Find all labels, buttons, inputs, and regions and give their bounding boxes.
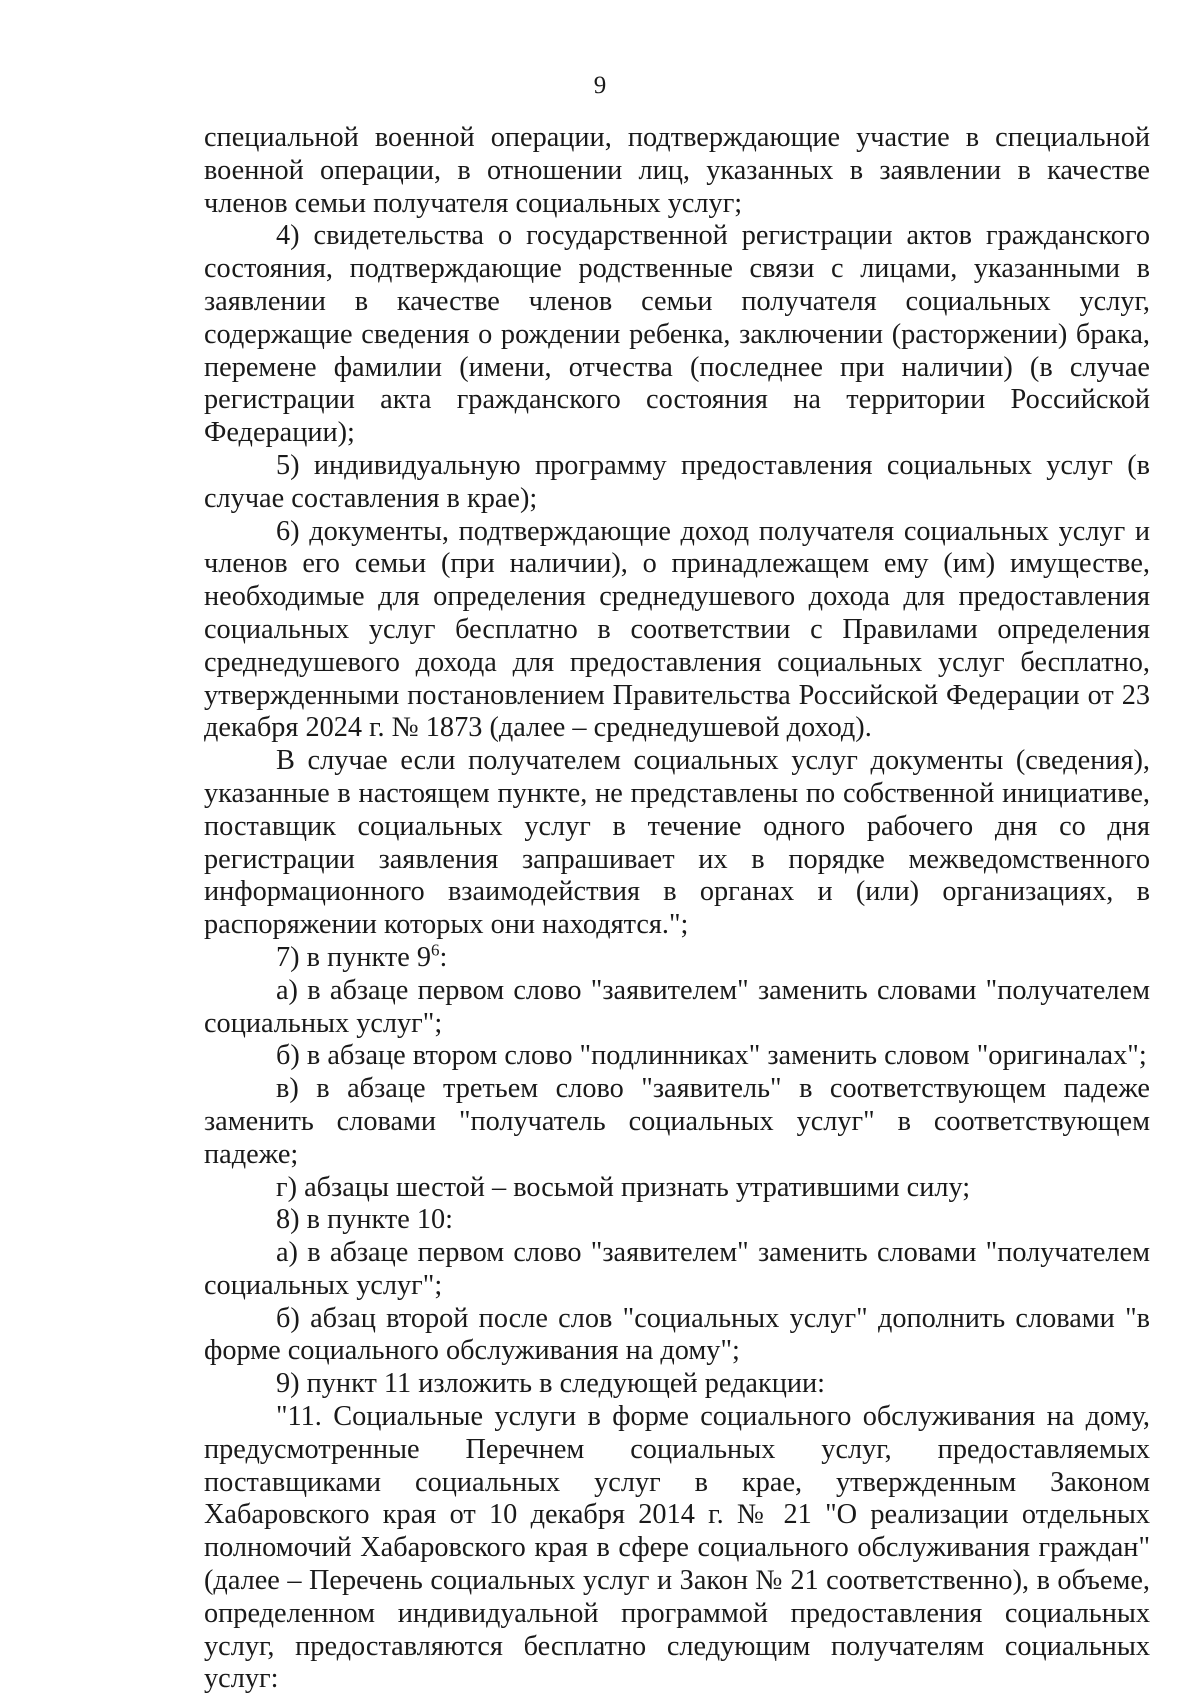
item-7-text: 7) в пункте 9: [276, 941, 432, 973]
item-7-superscript: 6: [431, 940, 440, 960]
page-number: 9: [593, 72, 607, 99]
subitem-b-second-paragraph: б) в абзаце втором слово "подлинниках" заменить словом "оригиналах";: [276, 1040, 1147, 1072]
subitem-b-clause-10: б) абзац второй после слов "социальных услуг" дополнить словами "в форме социального обслуживания на дому";: [204, 1302, 1150, 1367]
subitem-a-first-paragraph: а) в абзаце первом слово "заявителем" заменить словами "получателем социальных услуг";: [204, 974, 1150, 1039]
item-5-individual-program: 5) индивидуальную программу предоставления социальных услуг (в случае составления в крае);: [204, 449, 1150, 514]
item-9-clause-11: 9) пункт 11 изложить в следующей редакции:: [276, 1368, 826, 1400]
item-6-income-documents: 6) документы, подтверждающие доход получателя социальных услуг и членов его семьи (при наличии), о принадлежащем ему (им) имуществе, необходимые для определения среднедушевого дохода для предоставления социальных услуг бесплатно в соответствии с Правилами определения среднедушевого дохода для предоставления социальных услуг бесплатно, утвержденными постановлением Правительства Российской Федерации от 23 декабря 2024 г. № 1873 (далее – среднедушевой доход).: [204, 515, 1150, 744]
item-4-birth-certificates: 4) свидетельства о государственной регистрации актов гражданского состояния, подтверждающие родственные связи с лицами, указанными в заявлении в качестве членов семьи получателя социальных услуг, содержащие сведения о рождении ребенка, заключении (расторжении) брака, перемене фамилии (имени, отчества (последнее при наличии) (в случае регистрации акта гражданского состояния на территории Российской Федерации);: [204, 220, 1150, 449]
item-7-colon: :: [439, 941, 448, 973]
item-7-clause-9-6: [204, 942, 1150, 975]
clause-11-new-wording: "11. Социальные услуги в форме социального обслуживания на дому, предусмотренные Перечнем социальных услуг, предоставляемых поставщиками социальных услуг в крае, утвержденным Законом Хабаровского края от 10 декабря 2014 г. № 21 "О реализации отдельных полномочий Хабаровского края в сфере социального обслуживания граждан" (далее – Перечень социальных услуг и Закон № 21 соответственно), в объеме, определенном индивидуальной программой предоставления социальных услуг, предоставляются бесплатно следующим получателям социальных услуг:: [204, 1401, 1150, 1695]
paragraph-interagency-request: В случае если получателем социальных услуг документы (сведения), указанные в настоящем пункте, не представлены по собственной инициативе, поставщик социальных услуг в течение одного рабочего дня со дня регистрации заявления запрашивает их в порядке межведомственного информационного взаимодействия в органах и (или) организациях, в распоряжении которых они находятся.";: [204, 745, 1150, 941]
subitem-v-third-paragraph: в) в абзаце третьем слово "заявитель" в соответствующем падеже заменить словами "получатель социальных услуг" в соответствующем падеже;: [204, 1073, 1150, 1170]
item-8-clause-10: 8) в пункте 10:: [276, 1204, 454, 1236]
subitem-g-paragraphs-repealed: г) абзацы шестой – восьмой признать утратившими силу;: [276, 1171, 971, 1203]
paragraph-continuation: специальной военной операции, подтверждающие участие в специальной военной операции, в отношении лиц, указанных в заявлении в качестве членов семьи получателя социальных услуг;: [204, 122, 1150, 219]
subitem-a-clause-10: а) в абзаце первом слово "заявителем" заменить словами "получателем социальных услуг";: [204, 1237, 1150, 1301]
document-body: [204, 122, 1150, 1696]
